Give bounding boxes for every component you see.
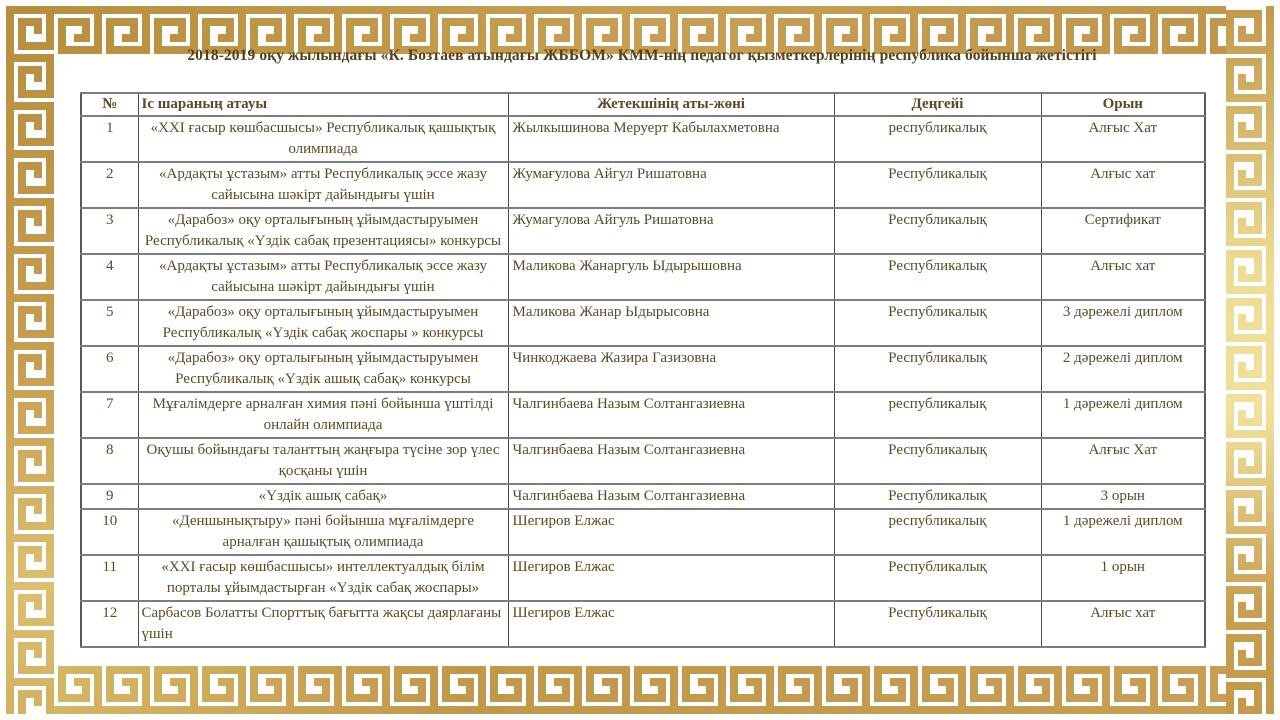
cell-number: 12 xyxy=(81,601,138,647)
table-row xyxy=(81,392,1205,438)
page-title: 2018-2019 оқу жылындағы «К. Бозтаев атындағы ЖББОМ» КММ-нің педагог қызметкерлерінің республика бойынша жетістігі xyxy=(187,47,1097,64)
cell-leader: Жумағулова Айгул Ришатовна xyxy=(508,162,834,208)
cell-level: Республикалық xyxy=(834,254,1041,300)
cell-event: «Дарабоз» оқу орталығының ұйымдастыруымен Республикалық «Үздік сабақ презентациясы» конкурсы xyxy=(138,208,508,254)
cell-number: 10 xyxy=(81,509,138,555)
cell-level: Республикалық xyxy=(834,601,1041,647)
cell-leader: Шегиров Елжас xyxy=(508,555,834,601)
cell-leader: Шегиров Елжас xyxy=(508,601,834,647)
cell-event: «Үздік ашық сабақ» xyxy=(138,484,508,509)
cell-level: республикалық xyxy=(834,509,1041,555)
col-header-level: Деңгейі xyxy=(834,93,1041,116)
cell-event: «Деншынықтыру» пәні бойынша мұғалімдерге арналған қашықтық олимпиада xyxy=(138,509,508,555)
cell-leader: Чалгинбаева Назым Солтангазиевна xyxy=(508,392,834,438)
cell-number: 7 xyxy=(81,392,138,438)
cell-number: 11 xyxy=(81,555,138,601)
cell-level: Республикалық xyxy=(834,162,1041,208)
cell-level: республикалық xyxy=(834,392,1041,438)
cell-event: «Дарабоз» оқу орталығының ұйымдастыруымен Республикалық «Үздік ашық сабақ» конкурсы xyxy=(138,346,508,392)
cell-leader: Чалгинбаева Назым Солтангазиевна xyxy=(508,484,834,509)
cell-award: Алғыс Хат xyxy=(1041,438,1205,484)
table-row xyxy=(81,484,1205,509)
col-header-award: Орын xyxy=(1041,93,1205,116)
cell-event: «Ардақты ұстазым» атты Республикалық эссе жазу сайысына шәкірт дайындығы үшін xyxy=(138,162,508,208)
cell-number: 6 xyxy=(81,346,138,392)
cell-number: 1 xyxy=(81,116,138,162)
cell-leader: Чалгинбаева Назым Солтангазиевна xyxy=(508,438,834,484)
table-row xyxy=(81,116,1205,162)
col-header-event: Іс шараның атауы xyxy=(138,93,508,116)
cell-number: 5 xyxy=(81,300,138,346)
table-row xyxy=(81,438,1205,484)
cell-award: 3 дәрежелі диплом xyxy=(1041,300,1205,346)
cell-level: Республикалық xyxy=(834,300,1041,346)
table-row xyxy=(81,254,1205,300)
cell-event: «Ардақты ұстазым» атты Республикалық эссе жазу сайысына шәкірт дайындығы үшін xyxy=(138,254,508,300)
cell-level: республикалық xyxy=(834,116,1041,162)
cell-award: Алғыс хат xyxy=(1041,162,1205,208)
cell-award: 2 дәрежелі диплом xyxy=(1041,346,1205,392)
table-row xyxy=(81,208,1205,254)
cell-leader: Шегиров Елжас xyxy=(508,509,834,555)
cell-award: 1 орын xyxy=(1041,555,1205,601)
cell-award: Сертификат xyxy=(1041,208,1205,254)
cell-leader: Маликова Жанар Ыдырысовна xyxy=(508,300,834,346)
cell-event: Сарбасов Болатты Спорттық бағытта жақсы даярлағаны үшін xyxy=(138,601,508,647)
cell-award: Алғыс хат xyxy=(1041,601,1205,647)
table-row xyxy=(81,555,1205,601)
cell-level: Республикалық xyxy=(834,346,1041,392)
cell-award: 1 дәрежелі диплом xyxy=(1041,509,1205,555)
cell-award: Алғыс хат xyxy=(1041,254,1205,300)
cell-event: Оқушы бойындағы таланттың жаңғыра түсіне зор үлес қосқаны үшін xyxy=(138,438,508,484)
cell-number: 8 xyxy=(81,438,138,484)
cell-event: Мұғалімдерге арналған химия пәні бойынша үштілді онлайн олимпиада xyxy=(138,392,508,438)
cell-event: «XXI ғасыр көшбасшысы» интеллектуалдық білім порталы ұйымдастырған «Үздік сабақ жоспары» xyxy=(138,555,508,601)
cell-leader: Маликова Жанаргуль Ыдырышовна xyxy=(508,254,834,300)
table-row xyxy=(81,601,1205,647)
cell-number: 4 xyxy=(81,254,138,300)
cell-number: 9 xyxy=(81,484,138,509)
cell-level: Республикалық xyxy=(834,484,1041,509)
cell-number: 2 xyxy=(81,162,138,208)
table-row xyxy=(81,162,1205,208)
cell-level: Республикалық xyxy=(834,208,1041,254)
table-row xyxy=(81,346,1205,392)
cell-level: Республикалық xyxy=(834,555,1041,601)
table-row xyxy=(81,509,1205,555)
col-header-leader: Жетекшінің аты-жөні xyxy=(508,93,834,116)
cell-number: 3 xyxy=(81,208,138,254)
table-header-row xyxy=(81,93,1205,116)
cell-leader: Чинкоджаева Жазира Газизовна xyxy=(508,346,834,392)
cell-leader: Жумагулова Айгуль Ришатовна xyxy=(508,208,834,254)
cell-level: Республикалық xyxy=(834,438,1041,484)
cell-award: 1 дәрежелі диплом xyxy=(1041,392,1205,438)
cell-event: «XXI ғасыр көшбасшысы» Республикалық қашықтық олимпиада xyxy=(138,116,508,162)
col-header-number: № xyxy=(81,93,138,116)
table-row xyxy=(81,300,1205,346)
cell-award: 3 орын xyxy=(1041,484,1205,509)
cell-award: Алғыс Хат xyxy=(1041,116,1205,162)
cell-event: «Дарабоз» оқу орталығының ұйымдастыруымен Республикалық «Үздік сабақ жоспары » конкурсы xyxy=(138,300,508,346)
achievements-table xyxy=(80,92,1206,648)
cell-leader: Жылкышинова Меруерт Кабылахметовна xyxy=(508,116,834,162)
